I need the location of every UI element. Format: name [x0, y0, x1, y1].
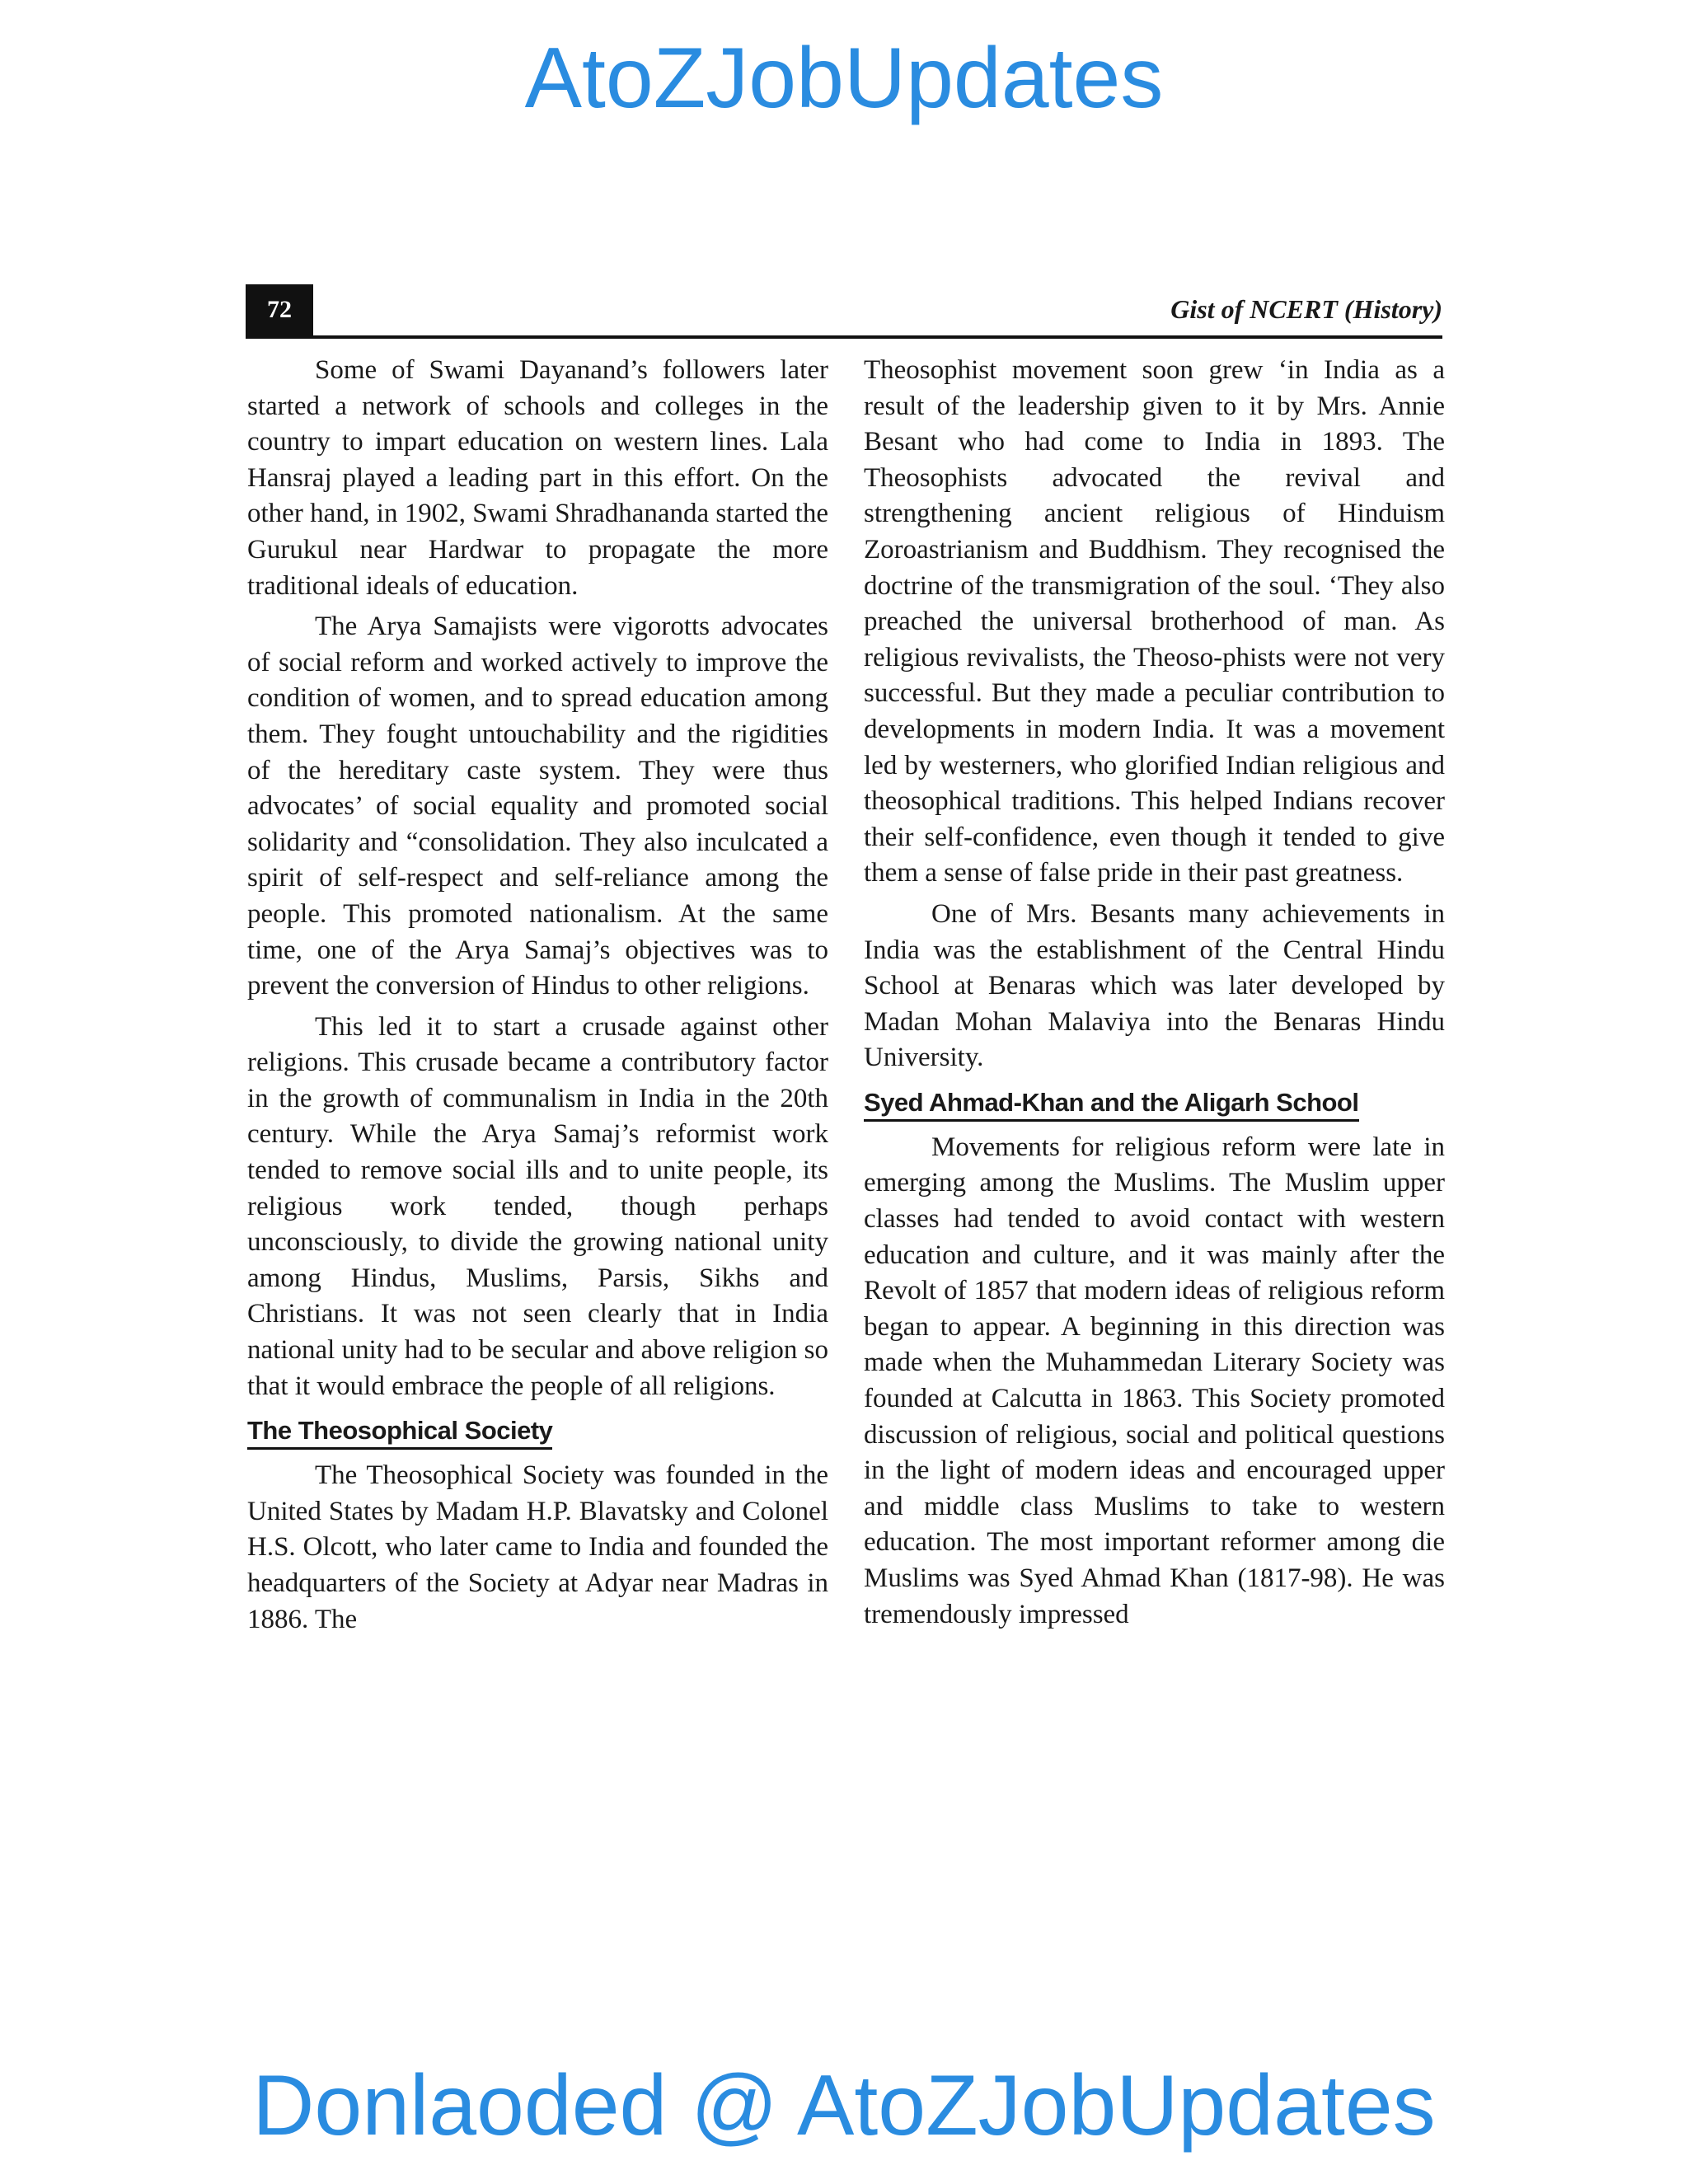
- section-heading-aligarh-school: Syed Ahmad-Khan and the Aligarh School: [864, 1086, 1359, 1122]
- watermark-bottom: Donlaoded @ AtoZJobUpdates: [252, 2058, 1436, 2154]
- page-header: [246, 284, 1442, 339]
- right-column: [864, 353, 1445, 1638]
- running-title: Gist of NCERT (History): [1170, 294, 1442, 324]
- paragraph: Theosophist movement soon grew ‘in India as a result of the leadership given to it by Mrs. Annie Besant who had come to India in 1893. The Theosophists advocated the revival and strengthening ancient religious of Hinduism Zoroastrianism and Buddhism. They recognised the doctrine of the transmigration of the soul. ‘They also preached the universal brotherhood of man. As religious revivalists, the Theoso-phists were not very successful. But they made a peculiar contribution to developments in modern India. It was a movement led by westerners, who glorified Indian religious and theosophical traditions. This helped Indians recover their self-confidence, even though it tended to give them a sense of false pride in their past greatness.: [864, 355, 1445, 888]
- section-heading-theosophical-society: The Theosophical Society: [247, 1414, 552, 1450]
- paragraph: This led it to start a crusade against other religions. This crusade became a contributory factor in the growth of communalism in India in the 20th century. While the Arya Samaj’s reformist work tended to remove social ills and to unite people, its religious work tended, though perhaps unconsciously, to divide the growing national unity among Hindus, Muslims, Parsis, Sikhs and Christians. It was not seen clearly that in India national unity had to be secular and above religion so that it would embrace the people of all religions.: [247, 1011, 828, 1401]
- paragraph: The Arya Samajists were vigorotts advocates of social reform and worked actively to improve the condition of women, and to spread education among them. They fought untouchability and the rigidities of the hereditary caste system. They were thus advocates’ of social equality and promoted social solidarity and “consolidation. They also inculcated a spirit of self-respect and self-reliance among the people. This promoted nationalism. At the same time, one of the Arya Samaj’s objectives was to prevent the conversion of Hindus to other religions.: [247, 612, 828, 1001]
- watermark-top: AtoZJobUpdates: [524, 30, 1164, 126]
- paragraph: One of Mrs. Besants many achievements in India was the establishment of the Central Hindu School at Benaras which was later developed by Madan Mohan Malaviya into the Benaras Hindu University.: [864, 898, 1445, 1073]
- paragraph: The Theosophical Society was founded in the United States by Madam H.P. Blavatsky and Colonel H.S. Olcott, who later came to India and founded the headquarters of the Society at Adyar near Madras in 1886. The: [247, 1460, 828, 1634]
- paragraph: Movements for religious reform were late in emerging among the Muslims. The Muslim upper classes had tended to avoid contact with western education and culture, and it was mainly after the Revolt of 1857 that modern ideas of religious reform began to appear. A beginning in this direction was made when the Muhammedan Literary Society was founded at Calcutta in 1863. This Society promoted discussion of religious, social and political questions in the light of modern ideas and encouraged upper and middle class Muslims to take to western education. The most important reformer among die Muslims was Syed Ahmad Khan (1817-98). He was tremendously impressed: [864, 1132, 1445, 1629]
- paragraph: Some of Swami Dayanand’s followers later started a network of schools and colleges in the country to impart education on western lines. Lala Hansraj played a leading part in this effort. On the other hand, in 1902, Swami Shradhananda started the Gurukul near Hardwar to propagate the more traditional ideals of education.: [247, 355, 828, 601]
- page-number: 72: [246, 284, 313, 335]
- left-column: [247, 353, 828, 1643]
